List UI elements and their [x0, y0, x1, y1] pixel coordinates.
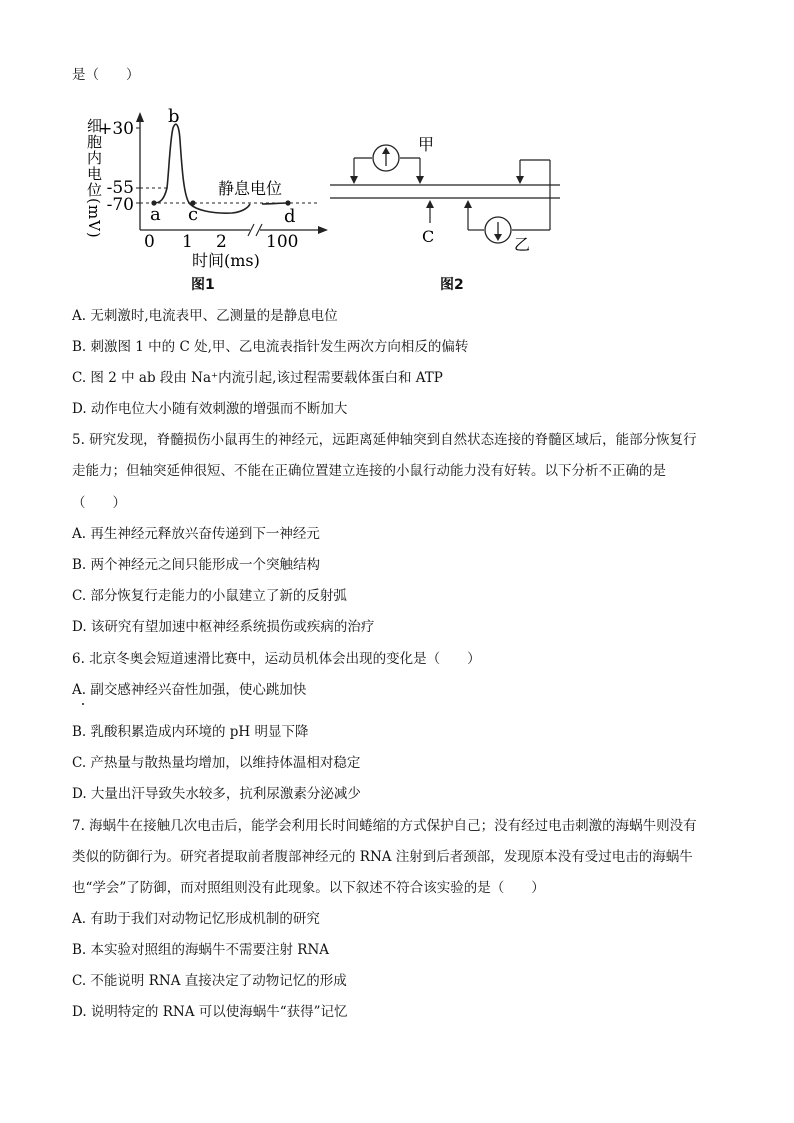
- q4-option-b: B. 刺激图 1 中的 C 处,甲、乙电流表指针发生两次方向相反的偏转: [72, 339, 469, 355]
- q6-option-b: B. 乳酸积累造成内环境的 pH 明显下降: [72, 724, 309, 740]
- q7-option-c: C. 不能说明 RNA 直接决定了动物记忆的形成: [72, 973, 347, 989]
- q4-option-a: A. 无刺激时,电流表甲、乙测量的是静息电位: [72, 308, 338, 324]
- question-stem-tail: 是（ ）: [72, 67, 140, 83]
- q5-option-a: A. 再生神经元释放兴奋传递到下一神经元: [72, 526, 320, 542]
- q7-option-d: D. 说明特定的 RNA 可以使海蜗牛“获得”记忆: [72, 1004, 348, 1020]
- q5-option-b: B. 两个神经元之间只能形成一个突触结构: [72, 557, 321, 573]
- xtick-1: 1: [182, 232, 193, 252]
- q7-option-a: A. 有助于我们对动物记忆形成机制的研究: [72, 911, 320, 927]
- q7-stem-line1: 7. 海蜗牛在接触几次电击后，能学会利用长时间蜷缩的方式保护自己；没有经过电击刺激的海蜗牛则没有: [72, 818, 697, 834]
- nerve-fiber-meters-diagram: [320, 128, 580, 258]
- q5-stem-line2: 走能力；但轴突延伸很短、不能在正确位置建立连接的小鼠行动能力没有好转。以下分析不正确的是: [72, 463, 666, 479]
- figure1-caption: 图1: [191, 277, 215, 293]
- q7-option-b: B. 本实验对照组的海蜗牛不需要注射 RNA: [72, 942, 330, 958]
- point-b-label: b: [168, 106, 180, 127]
- action-potential-graph: [72, 100, 332, 280]
- q4-option-c: C. 图 2 中 ab 段由 Na⁺内流引起,该过程需要载体蛋白和 ATP: [72, 370, 443, 386]
- meter-jia-label: 甲: [418, 135, 435, 154]
- q7-stem-line3: 也“学会”了防御，而对照组则没有此现象。以下叙述不符合该实验的是（ ）: [72, 880, 545, 896]
- x-axis-label: 时间(ms): [192, 251, 260, 270]
- ytick-plus30: +30: [98, 119, 134, 139]
- q7-stem-line2: 类似的防御行为。研究者提取前者腹部神经元的 RNA 注射到后者颈部，发现原本没有受过电击的海蜗牛: [72, 849, 693, 865]
- q5-option-d: D. 该研究有望加速中枢神经系统损伤或疾病的治疗: [72, 619, 375, 635]
- ytick-minus70: -70: [106, 195, 134, 215]
- q6-option-d: D. 大量出汗导致失水较多，抗利尿激素分泌减少: [72, 786, 361, 802]
- q5-stem-line3: （ ）: [72, 495, 126, 511]
- q6-stem: 6. 北京冬奥会短道速滑比赛中，运动员机体会出现的变化是（ ）: [72, 651, 481, 667]
- q6-option-a: A. 副交感神经兴奋性加强，使心跳加快: [72, 682, 307, 698]
- point-c-label: c: [188, 204, 199, 225]
- xtick-100: 100: [266, 232, 299, 252]
- q4-option-d: D. 动作电位大小随有效刺激的增强而不断加大: [72, 401, 348, 417]
- xtick-2: 2: [216, 232, 227, 252]
- point-a-label: a: [150, 204, 161, 225]
- point-c-fig2-label: C: [422, 227, 435, 246]
- q5-option-c: C. 部分恢复行走能力的小鼠建立了新的反射弧: [72, 588, 347, 604]
- q5-stem-line1: 5. 研究发现，脊髓损伤小鼠再生的神经元，远距离延伸轴突到自然状态连接的脊髓区域后，能部分恢复行: [72, 432, 697, 448]
- meter-yi-label: 乙: [514, 235, 531, 254]
- point-d-label: d: [284, 206, 296, 227]
- y-axis-label: 细胞内电位(mV): [85, 118, 103, 239]
- stray-dot: [82, 703, 84, 705]
- figure2-caption: 图2: [440, 277, 464, 293]
- q6-option-c: C. 产热量与散热量均增加，以维持体温相对稳定: [72, 755, 361, 771]
- resting-potential-label: 静息电位: [218, 179, 283, 198]
- xtick-0: 0: [144, 232, 155, 252]
- ytick-minus55: -55: [106, 178, 134, 198]
